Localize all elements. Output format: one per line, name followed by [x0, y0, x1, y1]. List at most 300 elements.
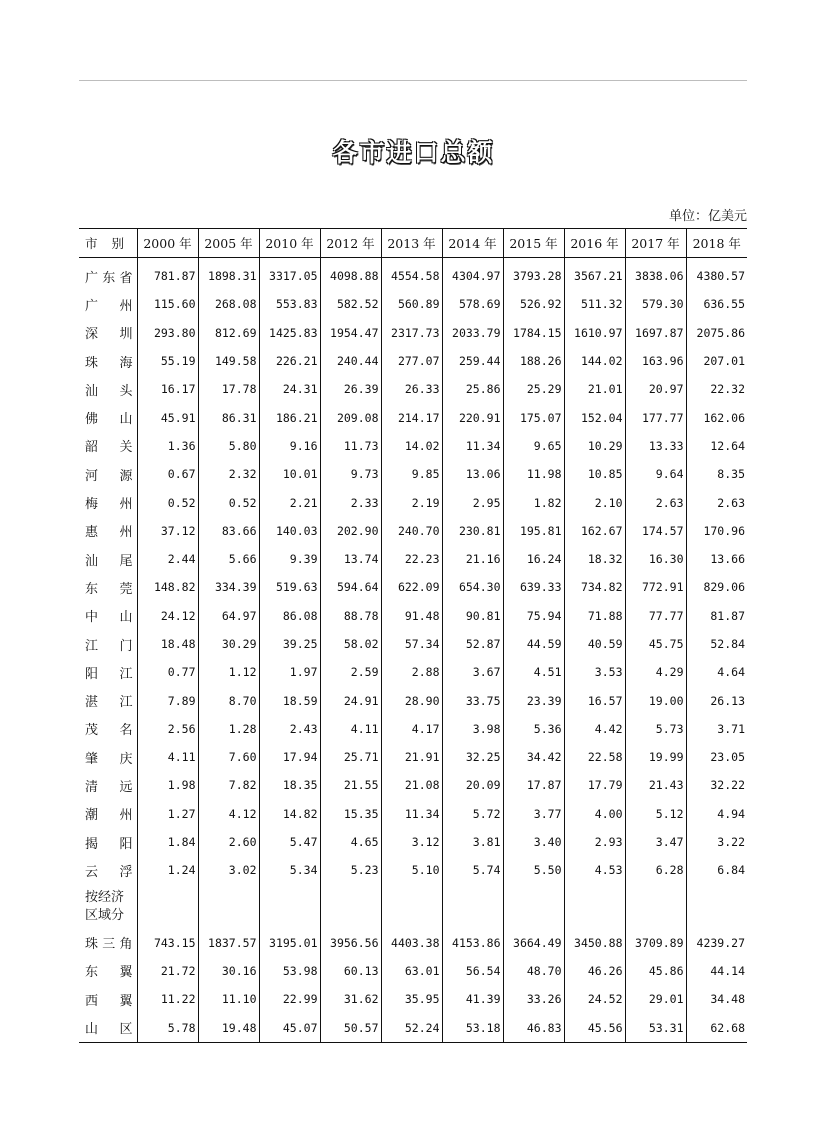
table-cell: 6.28 — [625, 856, 686, 884]
table-cell: 2.43 — [259, 715, 320, 743]
table-cell: 37.12 — [137, 517, 198, 545]
table-cell: 21.43 — [625, 771, 686, 799]
table-row — [79, 1013, 747, 1042]
table-cell: 60.13 — [320, 957, 381, 985]
table-cell: 4.65 — [320, 828, 381, 856]
table-cell: 1.82 — [503, 488, 564, 516]
table-cell: 53.18 — [442, 1013, 503, 1042]
table-cell: 195.81 — [503, 517, 564, 545]
table-cell: 17.94 — [259, 743, 320, 771]
table-cell: 2033.79 — [442, 319, 503, 347]
table-cell: 11.22 — [137, 985, 198, 1013]
row-label: 广东省 — [85, 270, 133, 286]
row-label: 梅州 — [85, 497, 133, 513]
table-cell: 71.88 — [564, 602, 625, 630]
row-label: 惠州 — [85, 525, 133, 541]
row-label: 东莞 — [85, 581, 133, 597]
table-row — [79, 258, 747, 291]
table-cell: 177.77 — [625, 403, 686, 431]
table-cell: 62.68 — [686, 1013, 747, 1042]
table-cell — [198, 885, 259, 929]
table-cell: 3.40 — [503, 828, 564, 856]
table-cell: 21.08 — [381, 771, 442, 799]
table-cell: 812.69 — [198, 319, 259, 347]
table-cell: 4380.57 — [686, 258, 747, 291]
table-cell: 3956.56 — [320, 929, 381, 957]
table-cell: 202.90 — [320, 517, 381, 545]
table-cell: 11.98 — [503, 460, 564, 488]
table-cell: 52.84 — [686, 630, 747, 658]
table-group-row — [79, 885, 747, 929]
table-cell: 34.42 — [503, 743, 564, 771]
table-cell: 81.87 — [686, 602, 747, 630]
table-cell: 2.21 — [259, 488, 320, 516]
table-cell: 45.91 — [137, 403, 198, 431]
table-cell: 20.09 — [442, 771, 503, 799]
table-cell: 28.90 — [381, 686, 442, 714]
table-cell: 3.77 — [503, 800, 564, 828]
table-cell: 2.60 — [198, 828, 259, 856]
table-cell: 1954.47 — [320, 319, 381, 347]
table-cell: 18.48 — [137, 630, 198, 658]
table-cell: 149.58 — [198, 347, 259, 375]
table-cell: 77.77 — [625, 602, 686, 630]
column-header-year: 2017 年 — [625, 229, 686, 258]
table-cell: 3.98 — [442, 715, 503, 743]
table-cell: 53.98 — [259, 957, 320, 985]
table-cell: 214.17 — [381, 403, 442, 431]
table-cell: 22.32 — [686, 375, 747, 403]
table-cell: 10.85 — [564, 460, 625, 488]
table-cell: 45.86 — [625, 957, 686, 985]
table-row — [79, 573, 747, 601]
table-cell: 34.48 — [686, 985, 747, 1013]
table-cell: 1.98 — [137, 771, 198, 799]
table-cell: 56.54 — [442, 957, 503, 985]
table-cell: 17.87 — [503, 771, 564, 799]
row-label: 汕尾 — [85, 553, 133, 569]
row-label: 东翼 — [85, 965, 133, 981]
table-cell: 4.11 — [137, 743, 198, 771]
table-cell: 16.30 — [625, 545, 686, 573]
table-cell: 86.31 — [198, 403, 259, 431]
table-cell: 4153.86 — [442, 929, 503, 957]
table-cell: 259.44 — [442, 347, 503, 375]
table-cell: 5.74 — [442, 856, 503, 884]
row-label: 揭阳 — [85, 836, 133, 852]
table-cell: 21.16 — [442, 545, 503, 573]
table-cell: 3838.06 — [625, 258, 686, 291]
column-header-year: 2018 年 — [686, 229, 747, 258]
table-cell: 44.59 — [503, 630, 564, 658]
table-cell: 13.06 — [442, 460, 503, 488]
table-cell: 3450.88 — [564, 929, 625, 957]
table-cell: 5.72 — [442, 800, 503, 828]
row-label: 佛山 — [85, 412, 133, 428]
table-row — [79, 602, 747, 630]
table-cell: 33.75 — [442, 686, 503, 714]
table-cell: 26.13 — [686, 686, 747, 714]
table-cell: 52.24 — [381, 1013, 442, 1042]
table-cell: 579.30 — [625, 290, 686, 318]
table-cell: 2.88 — [381, 658, 442, 686]
table-cell: 4.12 — [198, 800, 259, 828]
table-cell: 772.91 — [625, 573, 686, 601]
table-cell: 4.42 — [564, 715, 625, 743]
table-cell: 207.01 — [686, 347, 747, 375]
table-row — [79, 686, 747, 714]
table-cell: 14.02 — [381, 432, 442, 460]
table-cell: 45.75 — [625, 630, 686, 658]
table-row — [79, 517, 747, 545]
table-cell: 5.80 — [198, 432, 259, 460]
table-cell: 11.34 — [442, 432, 503, 460]
table-cell: 1837.57 — [198, 929, 259, 957]
table-cell: 29.01 — [625, 985, 686, 1013]
table-cell: 5.34 — [259, 856, 320, 884]
table-cell: 526.92 — [503, 290, 564, 318]
table-cell: 152.04 — [564, 403, 625, 431]
table-cell: 9.64 — [625, 460, 686, 488]
table-cell: 16.57 — [564, 686, 625, 714]
table-cell: 0.52 — [137, 488, 198, 516]
table-row — [79, 985, 747, 1013]
table-cell: 743.15 — [137, 929, 198, 957]
table-cell: 5.47 — [259, 828, 320, 856]
table-cell: 18.32 — [564, 545, 625, 573]
table-cell: 3.12 — [381, 828, 442, 856]
table-cell: 3793.28 — [503, 258, 564, 291]
table-cell: 1610.97 — [564, 319, 625, 347]
table-cell: 5.73 — [625, 715, 686, 743]
table-cell: 8.70 — [198, 686, 259, 714]
table-cell: 560.89 — [381, 290, 442, 318]
table-cell: 25.86 — [442, 375, 503, 403]
table-row — [79, 319, 747, 347]
table-cell: 7.89 — [137, 686, 198, 714]
header-rule — [79, 80, 747, 81]
table-cell: 654.30 — [442, 573, 503, 601]
row-label: 汕头 — [85, 383, 133, 399]
column-header-year: 2012 年 — [320, 229, 381, 258]
table-row — [79, 630, 747, 658]
table-cell: 3664.49 — [503, 929, 564, 957]
table-cell: 1697.87 — [625, 319, 686, 347]
table-cell: 162.06 — [686, 403, 747, 431]
table-cell: 3.47 — [625, 828, 686, 856]
table-cell: 19.48 — [198, 1013, 259, 1042]
row-label: 珠海 — [85, 355, 133, 371]
table-cell: 3.02 — [198, 856, 259, 884]
table-cell: 17.78 — [198, 375, 259, 403]
table-cell: 39.25 — [259, 630, 320, 658]
table-cell: 15.35 — [320, 800, 381, 828]
table-cell: 45.56 — [564, 1013, 625, 1042]
table-cell: 40.59 — [564, 630, 625, 658]
row-label: 清远 — [85, 779, 133, 795]
table-cell: 3.71 — [686, 715, 747, 743]
table-cell: 10.29 — [564, 432, 625, 460]
table-cell: 75.94 — [503, 602, 564, 630]
table-cell: 4403.38 — [381, 929, 442, 957]
table-cell: 64.97 — [198, 602, 259, 630]
table-row — [79, 375, 747, 403]
table-cell: 13.66 — [686, 545, 747, 573]
table-row — [79, 743, 747, 771]
table-cell: 636.55 — [686, 290, 747, 318]
table-cell: 4098.88 — [320, 258, 381, 291]
table-cell: 9.73 — [320, 460, 381, 488]
table-cell: 10.01 — [259, 460, 320, 488]
table-cell: 58.02 — [320, 630, 381, 658]
table-cell: 2.56 — [137, 715, 198, 743]
table-cell: 220.91 — [442, 403, 503, 431]
row-label: 潮州 — [85, 808, 133, 824]
table-cell: 3.81 — [442, 828, 503, 856]
table-cell: 21.72 — [137, 957, 198, 985]
table-cell: 2.32 — [198, 460, 259, 488]
table-cell: 163.96 — [625, 347, 686, 375]
column-header-year: 2016 年 — [564, 229, 625, 258]
table-cell: 2.33 — [320, 488, 381, 516]
table-cell: 1.24 — [137, 856, 198, 884]
row-label: 阳江 — [85, 666, 133, 682]
table-cell: 25.71 — [320, 743, 381, 771]
table-cell: 5.66 — [198, 545, 259, 573]
table-cell: 48.70 — [503, 957, 564, 985]
table-cell: 9.39 — [259, 545, 320, 573]
table-row — [79, 488, 747, 516]
table-cell: 829.06 — [686, 573, 747, 601]
table-cell: 50.57 — [320, 1013, 381, 1042]
table-cell: 57.34 — [381, 630, 442, 658]
import-table — [79, 228, 747, 1043]
table-cell: 2.10 — [564, 488, 625, 516]
table-cell: 41.39 — [442, 985, 503, 1013]
table-cell: 622.09 — [381, 573, 442, 601]
table-cell: 25.29 — [503, 375, 564, 403]
table-cell: 21.01 — [564, 375, 625, 403]
table-cell: 18.59 — [259, 686, 320, 714]
table-cell: 639.33 — [503, 573, 564, 601]
table-cell: 162.67 — [564, 517, 625, 545]
table-row — [79, 460, 747, 488]
row-label: 江门 — [85, 638, 133, 654]
table-cell: 7.60 — [198, 743, 259, 771]
table-cell: 1.97 — [259, 658, 320, 686]
table-cell: 18.35 — [259, 771, 320, 799]
table-cell: 9.16 — [259, 432, 320, 460]
table-cell: 2.95 — [442, 488, 503, 516]
table-row — [79, 828, 747, 856]
column-header-year: 2015 年 — [503, 229, 564, 258]
table-cell: 4.64 — [686, 658, 747, 686]
table-cell — [503, 885, 564, 929]
table-cell: 14.82 — [259, 800, 320, 828]
table-cell: 33.26 — [503, 985, 564, 1013]
table-row — [79, 929, 747, 957]
table-cell: 46.83 — [503, 1013, 564, 1042]
table-cell: 6.84 — [686, 856, 747, 884]
table-cell: 19.00 — [625, 686, 686, 714]
table-cell: 1784.15 — [503, 319, 564, 347]
column-header-year: 2000 年 — [137, 229, 198, 258]
table-cell: 52.87 — [442, 630, 503, 658]
table-cell: 511.32 — [564, 290, 625, 318]
table-cell: 170.96 — [686, 517, 747, 545]
table-cell: 553.83 — [259, 290, 320, 318]
table-cell: 24.91 — [320, 686, 381, 714]
table-cell: 3567.21 — [564, 258, 625, 291]
table-cell: 519.63 — [259, 573, 320, 601]
table-row — [79, 856, 747, 884]
table-cell: 5.10 — [381, 856, 442, 884]
table-cell: 20.97 — [625, 375, 686, 403]
table-row — [79, 715, 747, 743]
table-cell: 1.27 — [137, 800, 198, 828]
table-cell: 578.69 — [442, 290, 503, 318]
table-cell: 115.60 — [137, 290, 198, 318]
table-header-row — [79, 229, 747, 258]
table-cell: 16.24 — [503, 545, 564, 573]
row-label: 广州 — [85, 298, 133, 314]
row-label: 山区 — [79, 1013, 137, 1042]
row-label: 珠三角 — [85, 937, 133, 953]
unit-label: 单位：亿美元 — [668, 209, 747, 224]
row-label: 深圳 — [85, 327, 133, 343]
column-header-city: 市别 — [79, 229, 137, 258]
table-row — [79, 771, 747, 799]
table-row — [79, 545, 747, 573]
table-cell: 4554.58 — [381, 258, 442, 291]
table-cell: 1.36 — [137, 432, 198, 460]
row-label: 韶关 — [85, 440, 133, 456]
table-cell: 226.21 — [259, 347, 320, 375]
table-cell: 26.39 — [320, 375, 381, 403]
table-cell: 19.99 — [625, 743, 686, 771]
table-cell: 21.55 — [320, 771, 381, 799]
table-cell: 30.16 — [198, 957, 259, 985]
table-cell: 17.79 — [564, 771, 625, 799]
table-cell: 268.08 — [198, 290, 259, 318]
row-label: 茂名 — [85, 723, 133, 739]
table-cell: 781.87 — [137, 258, 198, 291]
row-label: 河源 — [85, 468, 133, 484]
table-cell: 0.52 — [198, 488, 259, 516]
table-cell — [137, 885, 198, 929]
table-cell: 86.08 — [259, 602, 320, 630]
page-title: 各市进口总额 — [332, 138, 495, 167]
table-cell: 2.63 — [625, 488, 686, 516]
table-cell: 22.99 — [259, 985, 320, 1013]
table-cell: 186.21 — [259, 403, 320, 431]
table-row — [79, 290, 747, 318]
table-cell — [625, 885, 686, 929]
table-cell: 582.52 — [320, 290, 381, 318]
table-cell: 4.94 — [686, 800, 747, 828]
table-cell: 46.26 — [564, 957, 625, 985]
table-cell: 2.59 — [320, 658, 381, 686]
table-cell: 23.39 — [503, 686, 564, 714]
table-cell: 4.17 — [381, 715, 442, 743]
table-cell: 22.23 — [381, 545, 442, 573]
table-cell: 4.53 — [564, 856, 625, 884]
table-cell: 53.31 — [625, 1013, 686, 1042]
table-cell: 240.44 — [320, 347, 381, 375]
table-cell: 3.53 — [564, 658, 625, 686]
table-cell: 209.08 — [320, 403, 381, 431]
table-cell — [564, 885, 625, 929]
table-cell: 0.67 — [137, 460, 198, 488]
table-cell: 24.52 — [564, 985, 625, 1013]
table-cell: 277.07 — [381, 347, 442, 375]
table-cell: 24.12 — [137, 602, 198, 630]
row-label: 按经济区域分 — [85, 889, 125, 923]
table-cell — [442, 885, 503, 929]
table-cell: 44.14 — [686, 957, 747, 985]
row-label: 湛江 — [85, 695, 133, 711]
table-cell: 4.29 — [625, 658, 686, 686]
table-cell: 3.22 — [686, 828, 747, 856]
row-label: 云浮 — [85, 864, 133, 880]
table-cell: 63.01 — [381, 957, 442, 985]
column-header-year: 2013 年 — [381, 229, 442, 258]
table-cell: 0.77 — [137, 658, 198, 686]
table-cell — [320, 885, 381, 929]
table-cell: 31.62 — [320, 985, 381, 1013]
table-cell: 90.81 — [442, 602, 503, 630]
table-cell: 30.29 — [198, 630, 259, 658]
table-cell: 83.66 — [198, 517, 259, 545]
table-cell: 5.78 — [137, 1013, 198, 1042]
table-cell: 2.19 — [381, 488, 442, 516]
table-cell: 5.12 — [625, 800, 686, 828]
table-cell: 148.82 — [137, 573, 198, 601]
table-cell: 4.51 — [503, 658, 564, 686]
table-cell: 140.03 — [259, 517, 320, 545]
table-cell: 293.80 — [137, 319, 198, 347]
table-cell: 9.85 — [381, 460, 442, 488]
table-cell: 3709.89 — [625, 929, 686, 957]
table-cell: 3317.05 — [259, 258, 320, 291]
table-cell: 13.74 — [320, 545, 381, 573]
table-cell: 32.25 — [442, 743, 503, 771]
table-cell: 2.44 — [137, 545, 198, 573]
table-cell — [381, 885, 442, 929]
table-cell: 55.19 — [137, 347, 198, 375]
table-cell — [259, 885, 320, 929]
table-cell: 24.31 — [259, 375, 320, 403]
table-cell: 11.34 — [381, 800, 442, 828]
table-cell: 1898.31 — [198, 258, 259, 291]
table-cell: 230.81 — [442, 517, 503, 545]
table-cell: 45.07 — [259, 1013, 320, 1042]
table-cell: 5.23 — [320, 856, 381, 884]
table-cell: 240.70 — [381, 517, 442, 545]
column-header-year: 2014 年 — [442, 229, 503, 258]
table-cell: 2075.86 — [686, 319, 747, 347]
table-cell: 1.84 — [137, 828, 198, 856]
table-cell — [686, 885, 747, 929]
table-cell: 4304.97 — [442, 258, 503, 291]
table-cell: 7.82 — [198, 771, 259, 799]
table-cell: 13.33 — [625, 432, 686, 460]
column-header-year: 2010 年 — [259, 229, 320, 258]
table-cell: 2317.73 — [381, 319, 442, 347]
table-cell: 23.05 — [686, 743, 747, 771]
row-label: 中山 — [85, 610, 133, 626]
table-cell: 1425.83 — [259, 319, 320, 347]
